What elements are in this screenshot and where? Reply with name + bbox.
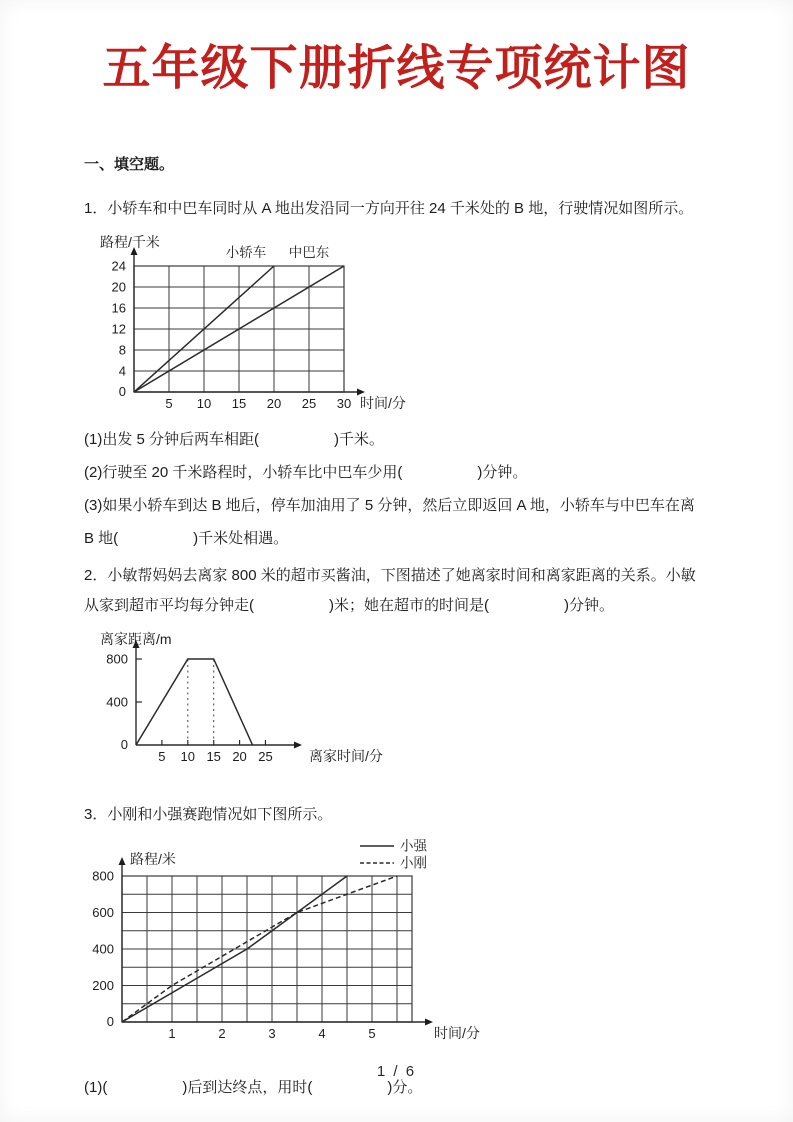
q3-blank-1: (1)( )后到达终点，用时( )分。 [84,1078,423,1096]
svg-text:小轿车: 小轿车 [225,244,267,260]
svg-text:25: 25 [301,395,317,411]
question-2-chart-wrap [84,631,709,786]
question-2-text [84,561,709,621]
q1-blank-1: (1)出发 5 分钟后两车相距( )千米。 [84,430,385,448]
svg-text:16: 16 [111,300,126,316]
question-1-blanks [84,423,709,555]
svg-text:800: 800 [92,868,114,884]
question-1-text: 1．小轿车和中巴车同时从 A 地出发沿同一方向开往 24 千米处的 B 地，行驶情况如图所示。 [84,199,694,217]
question-3-chart-wrap [76,834,709,1063]
travel-line-chart [84,232,429,414]
question-3-text: 3．小刚和小强赛跑情况如下图所示。 [84,805,333,823]
svg-text:25: 25 [258,748,273,764]
svg-text:20: 20 [266,395,282,411]
svg-text:400: 400 [106,694,128,710]
svg-text:200: 200 [92,977,114,993]
svg-text:600: 600 [92,904,114,920]
svg-text:10: 10 [180,748,196,764]
svg-text:12: 12 [111,321,126,337]
svg-text:10: 10 [196,395,212,411]
svg-text:15: 15 [231,395,247,411]
svg-text:小刚: 小刚 [400,855,427,871]
svg-text:8: 8 [118,342,126,358]
svg-text:小强: 小强 [400,838,427,854]
page-title: 五年级下册折线专项统计图 [102,42,691,95]
svg-text:20: 20 [111,279,126,295]
svg-text:离家距离/m: 离家距离/m [100,630,172,647]
distance-from-home-chart [84,631,414,781]
svg-text:时间/分: 时间/分 [360,394,406,411]
section-heading: 一、填空题。 [84,155,175,173]
svg-text:3: 3 [268,1025,276,1041]
svg-text:2: 2 [218,1025,226,1041]
svg-text:0: 0 [120,736,128,752]
svg-text:离家时间/分: 离家时间/分 [309,747,383,764]
q2-line-b: 从家到超市平均每分钟走( )米；她在超市的时间是( )分钟。 [84,596,614,614]
svg-text:时间/分: 时间/分 [434,1024,480,1041]
svg-text:0: 0 [118,383,126,399]
svg-text:24: 24 [111,258,126,274]
question-1-chart-wrap [84,232,709,419]
q1-blank-3-line-a: (3)如果小轿车到达 B 地后，停车加油用了 5 分钟，然后立即返回 A 地，小轿车与中巴车在离 [84,496,695,514]
svg-text:路程/米: 路程/米 [130,850,176,867]
svg-text:5: 5 [368,1025,376,1041]
q1-blank-3-line-b: B 地( )千米处相遇。 [84,529,289,547]
page-number: 1 / 6 [376,1063,417,1080]
svg-text:4: 4 [318,1025,326,1041]
race-line-chart [76,834,516,1058]
q1-blank-2: (2)行驶至 20 千米路程时，小轿车比中巴车少用( )分钟。 [84,463,528,481]
svg-text:20: 20 [232,748,247,764]
worksheet-content [0,150,793,1103]
svg-text:路程/千米: 路程/千米 [100,233,160,250]
svg-text:1: 1 [168,1025,176,1041]
svg-text:5: 5 [165,395,173,411]
svg-text:中巴东: 中巴东 [288,244,330,260]
svg-text:4: 4 [118,363,126,379]
svg-text:30: 30 [336,395,352,411]
svg-text:800: 800 [106,651,128,667]
svg-text:400: 400 [92,941,114,957]
svg-text:15: 15 [206,748,221,764]
svg-text:0: 0 [106,1013,114,1029]
q2-line-a: 2．小敏帮妈妈去离家 800 米的超市买酱油，下图描述了她离家时间和离家距离的关系。小敏 [84,566,696,584]
svg-text:5: 5 [158,748,166,764]
